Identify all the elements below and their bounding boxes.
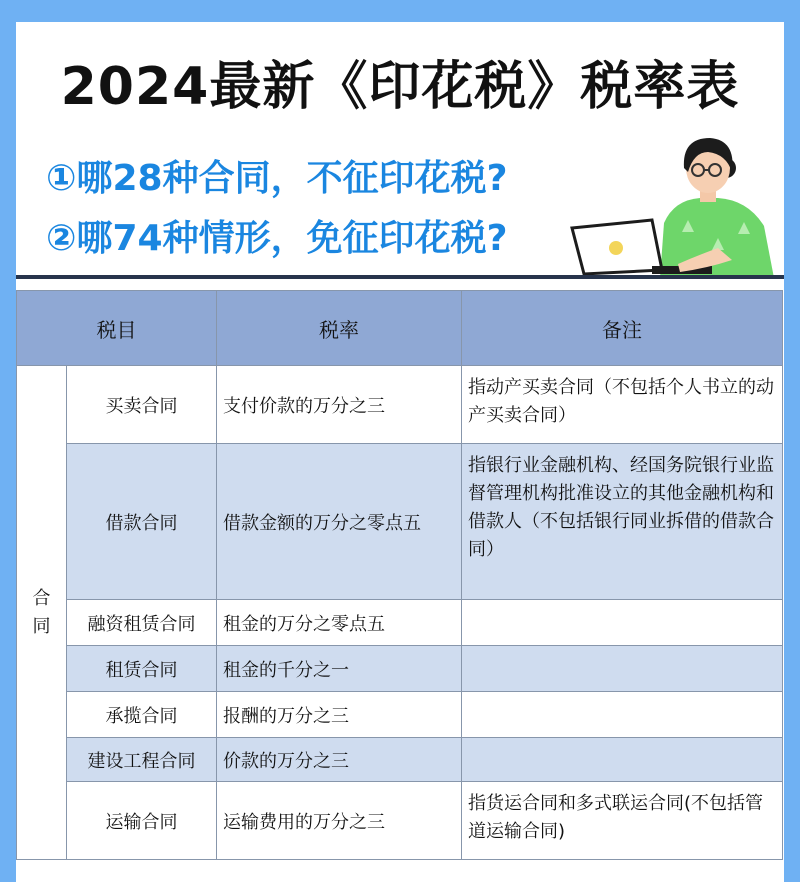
item-name: 租赁合同 [67, 646, 217, 692]
item-rate: 价款的万分之三 [217, 738, 462, 782]
table-row [17, 692, 783, 738]
item-rate: 支付价款的万分之三 [217, 366, 462, 444]
table-row [17, 600, 783, 646]
table-row [17, 782, 783, 860]
page-title: 2024最新《印花税》税率表 [60, 57, 740, 117]
table-row [17, 366, 783, 444]
item-rate: 租金的千分之一 [217, 646, 462, 692]
header-note: 备注 [462, 291, 783, 366]
table-header-row [17, 291, 783, 366]
table-row [17, 444, 783, 600]
header-item: 税目 [17, 291, 217, 366]
subtitle-2: ②哪74种情形，免征印花税? [46, 218, 508, 259]
table-row [17, 646, 783, 692]
item-note [462, 692, 783, 738]
item-rate: 租金的万分之零点五 [217, 600, 462, 646]
item-rate: 报酬的万分之三 [217, 692, 462, 738]
item-name: 融资租赁合同 [67, 600, 217, 646]
item-name: 运输合同 [67, 782, 217, 860]
stamp-tax-rate-table [16, 290, 783, 860]
item-name: 借款合同 [67, 444, 217, 600]
item-name: 建设工程合同 [67, 738, 217, 782]
item-note [462, 646, 783, 692]
table-row [17, 738, 783, 782]
item-note: 指银行业金融机构、经国务院银行业监督管理机构批准设立的其他金融机构和借款人（不包括银行同业拆借的借款合同） [462, 444, 783, 600]
header-divider [16, 275, 784, 279]
item-rate: 借款金额的万分之零点五 [217, 444, 462, 600]
item-note: 指动产买卖合同（不包括个人书立的动产买卖合同） [462, 366, 783, 444]
woman-at-laptop-illustration [568, 128, 782, 278]
contract-group-label: 合同 [17, 366, 67, 860]
subtitle-1: ①哪28种合同，不征印花税? [46, 158, 508, 199]
item-name: 承揽合同 [67, 692, 217, 738]
header-rate: 税率 [217, 291, 462, 366]
item-name: 买卖合同 [67, 366, 217, 444]
item-note [462, 738, 783, 782]
item-note [462, 600, 783, 646]
item-note: 指货运合同和多式联运合同(不包括管道运输合同) [462, 782, 783, 860]
item-rate: 运输费用的万分之三 [217, 782, 462, 860]
